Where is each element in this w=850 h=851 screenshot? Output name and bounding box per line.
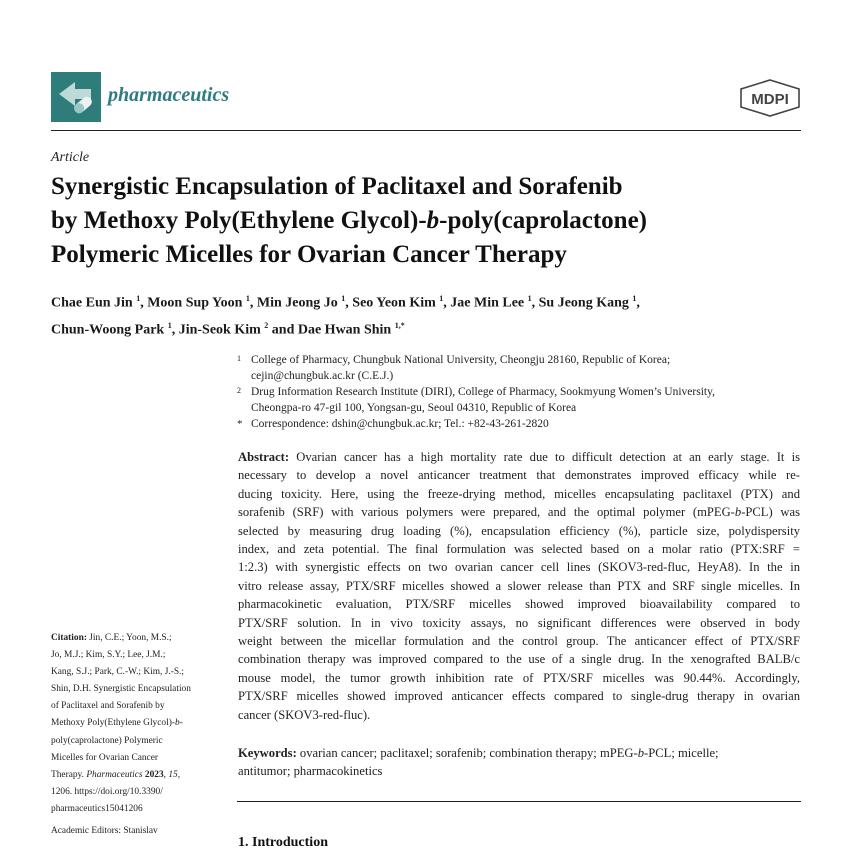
author-line-2: Chun-Woong Park $^1$, Jin-Seok Kim $^2$ and Dae Hwan Shin $^{1,*}$ (51, 320, 405, 338)
title-line-3: Polymeric Micelles for Ovarian Cancer Therapy (51, 241, 567, 268)
abstract-divider (237, 801, 801, 802)
author-affil-mark: 1 (341, 294, 346, 303)
affiliation-line: College of Pharmacy, Chungbuk National University, Cheongju 28160, Republic of Korea; (251, 354, 671, 366)
citation-doi-line[interactable]: 1206. https://doi.org/10.3390/ (51, 786, 163, 797)
abstract-line: mouse model, the tumor growth inhibition rate of PTX/SRF micelles was 90.44%. Accordingly, (238, 670, 800, 685)
abstract-line: vitro release assay, PTX/SRF micelles showed a slower release than PTX and SRF single micelles. In (238, 578, 800, 593)
mdpi-logo (738, 78, 802, 118)
citation-line (51, 767, 221, 784)
title-line-2-a: by Methoxy Poly(Ethylene Glycol)- (51, 207, 427, 234)
affiliation-mark: 2 (237, 386, 241, 395)
abstract-line: pharmacokinetic evaluation, PTX/SRF micelles showed improved bioavailability compared to (238, 597, 800, 612)
abstract-line: necessary to develop a novel anticancer treatment that demonstrates improved efficacy while re- (238, 468, 800, 483)
mdpi-hexagon-icon (738, 78, 802, 118)
abstract-line (238, 503, 800, 521)
citation-line: of Paclitaxel and Sorafenib by (51, 701, 165, 712)
abstract-line (238, 448, 800, 466)
citation-doi-line[interactable]: pharmaceutics15041206 (51, 803, 143, 814)
affiliation-1 (237, 352, 802, 384)
abstract-text: sorafenib (SRF) with various polymers were prepared, and the optimal polymer (mPEG- (238, 505, 735, 520)
title-line-2-b: -poly(caprolactone) (439, 207, 647, 234)
author-affil-mark: 1 (439, 294, 444, 303)
abstract-line: 1:2.3) with synergistic effects on two ovarian cancer cell lines (SKOV3-red-fluc, HeyA8). In the in (238, 560, 800, 575)
keywords-text: -PCL; micelle; (644, 746, 719, 760)
author-line-1: Chae Eun Jin $^1$, Moon Sup Yoon $^1$, Min Jeong Jo $^1$, Seo Yeon Kim $^1$, Jae Min Lee $^1$, Su Jeong Kang $^1$, (51, 294, 640, 311)
mdpi-wordmark: MDPI (751, 91, 789, 108)
abstract-text: -PCL) was (741, 505, 801, 520)
title-line-2 (51, 204, 771, 238)
journal-name: pharmaceutics (108, 84, 230, 106)
author-affil-mark: 1 (632, 294, 637, 303)
author-name[interactable]: Seo Yeon Kim (352, 295, 436, 311)
abstract-line: combination therapy was improved compared to the use of a single drug. In the xenografted BALB/c (238, 652, 800, 667)
citation-text: - (179, 718, 183, 729)
keywords-italic: b (637, 746, 645, 760)
author-name[interactable]: Min Jeong Jo (256, 295, 338, 311)
author-affil-mark: 1 (167, 320, 172, 330)
author-name[interactable]: Jin-Seok Kim (178, 322, 261, 338)
citation-line: Kang, S.J.; Park, C.-W.; Kim, J.-S.; (51, 667, 184, 678)
paper-title (51, 170, 771, 272)
abstract-italic: b (734, 505, 742, 520)
author-name[interactable]: Moon Sup Yoon (147, 295, 243, 311)
citation-line: Jo, M.J.; Kim, S.Y.; Lee, J.M.; (51, 650, 166, 661)
abstract-line: cancer (SKOV3-red-fluc). (238, 707, 371, 722)
title-line-2-italic: b (426, 207, 440, 234)
author-affil-mark: 2 (264, 320, 269, 330)
citation-line (51, 715, 221, 732)
affiliation-mark: 1 (237, 354, 241, 363)
article-type: Article (51, 150, 90, 165)
keywords-line: antitumor; pharmacokinetics (238, 764, 383, 779)
author-name[interactable]: Chae Eun Jin (51, 295, 133, 311)
abstract-line: weight between the micellar formulation and the control group. The anticancer effect of PTX/SRF (238, 634, 800, 649)
abstract-label: Abstract: (238, 450, 290, 464)
citation-line: Micelles for Ovarian Cancer (51, 752, 158, 763)
affiliations (237, 352, 802, 432)
citation-volume: , 15, (163, 769, 181, 780)
abstract-line: selected by measuring drug loading (%), encapsulation efficiency (%), particle size, polydispersity (238, 523, 800, 538)
affiliation-email[interactable]: cejin@chungbuk.ac.kr (C.E.J.) (251, 370, 394, 382)
citation-line: poly(caprolactone) Polymeric (51, 735, 163, 746)
section-heading: 1. Introduction (238, 835, 328, 850)
citation-text: Methoxy Poly(Ethylene Glycol)- (51, 718, 175, 729)
keywords (238, 744, 800, 781)
keywords-label: Keywords: (238, 746, 297, 760)
author-name[interactable]: Su Jeong Kang (538, 295, 629, 311)
author-list (51, 288, 771, 341)
academic-editors: Academic Editors: Stanislav (51, 826, 158, 836)
author-name[interactable]: Dae Hwan Shin (297, 322, 392, 338)
affiliation-2 (237, 384, 802, 416)
citation-journal: Pharmaceutics (86, 769, 143, 780)
author-name[interactable]: Chun-Woong Park (51, 322, 165, 338)
title-line-1: Synergistic Encapsulation of Paclitaxel and Sorafenib (51, 173, 623, 200)
citation-text: Therapy. (51, 769, 87, 780)
affiliation-line: Drug Information Research Institute (DIRI), College of Pharmacy, Sookmyung Women’s University, (251, 386, 715, 398)
abstract-line: PTX/SRF solution. In in vivo toxicity assays, no significant differences were observed in body (238, 615, 800, 630)
abstract-line: index, and zeta potential. The final formulation was selected based on a molar ratio (PTX:SRF = (238, 542, 800, 557)
author-affil-mark: 1 (136, 294, 141, 303)
abstract (238, 448, 800, 724)
citation-block (51, 630, 221, 818)
citation-line (51, 630, 221, 647)
citation-text: Jin, C.E.; Yoon, M.S.; (86, 633, 172, 643)
abstract-line: ducing toxicity. Here, using the freeze-drying method, micelles encapsulating paclitaxel (PTX) and (238, 486, 800, 501)
correspondence-line[interactable]: Correspondence: dshin@chungbuk.ac.kr; Tel.: +82-43-261-2820 (251, 418, 549, 430)
affiliation-line: Cheongpa-ro 47-gil 100, Yongsan-gu, Seoul 04310, Republic of Korea (251, 402, 577, 414)
author-affil-mark: 1 (527, 294, 532, 303)
pill-logo-icon (51, 72, 101, 122)
author-affil-mark: 1 (245, 294, 250, 303)
abstract-text: Ovarian cancer has a high mortality rate due to difficult detection at an early stage. It is (289, 450, 800, 464)
journal-logo (51, 72, 101, 122)
keywords-text: ovarian cancer; paclitaxel; sorafenib; combination therapy; mPEG- (296, 746, 638, 760)
correspondence-mark: * (237, 418, 243, 430)
citation-label: Citation: (51, 633, 87, 643)
citation-year: 2023 (142, 769, 164, 780)
citation-italic: b (174, 718, 180, 729)
correspondence (237, 416, 802, 432)
citation-line: Shin, D.H. Synergistic Encapsulation (51, 684, 191, 695)
author-affil-mark: 1,* (394, 320, 405, 330)
header-divider (51, 130, 801, 131)
keywords-line (238, 744, 800, 762)
author-name[interactable]: Jae Min Lee (450, 295, 525, 311)
abstract-line: PTX/SRF micelles showed improved anticancer effects compared to single-drug therapy in ovarian (238, 689, 800, 704)
